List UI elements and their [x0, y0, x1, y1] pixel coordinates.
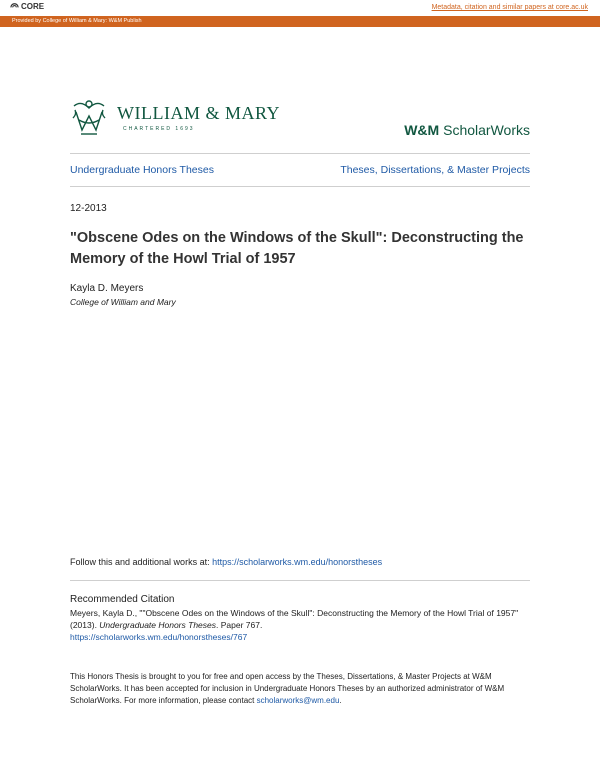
scholarworks-logo[interactable]: [404, 122, 530, 138]
citation-text-part1: Meyers, Kayla D., ""Obscene Odes on the Windows of the Skull": Deconstructing the Memory of the Howl Trial of 1957" (2013).: [70, 608, 519, 630]
follow-line: [70, 557, 382, 567]
core-metadata-link[interactable]: Metadata, citation and similar papers at core.ac.uk: [431, 4, 588, 11]
core-logo-text: CORE: [21, 2, 45, 11]
author-name: Kayla D. Meyers: [70, 283, 144, 294]
core-logo-icon: [10, 2, 19, 11]
citation-journal: Undergraduate Honors Theses: [99, 620, 217, 630]
scholarworks-bold: W&M: [404, 122, 440, 138]
citation-link[interactable]: https://scholarworks.wm.edu/honorstheses/767: [70, 632, 248, 642]
wm-crest-icon: [71, 98, 107, 136]
scholarworks-light: ScholarWorks: [443, 122, 530, 138]
access-statement-end: .: [339, 696, 342, 705]
citation-body: [70, 607, 540, 643]
divider-bottom: [70, 186, 530, 187]
breadcrumb-undergraduate-honors[interactable]: Undergraduate Honors Theses: [70, 164, 214, 176]
follow-prefix: Follow this and additional works at:: [70, 557, 213, 567]
publication-date: 12-2013: [70, 203, 107, 214]
core-header: [0, 0, 600, 16]
access-statement-text: This Honors Thesis is brought to you for free and open access by the Theses, Dissertations, & Master Projects at W&M ScholarWorks. It has been accepted for inclusion in Undergraduate Honors Theses by an authorized administrator of W&M ScholarWorks. For more information, please contact: [70, 672, 505, 705]
author-affiliation: College of William and Mary: [70, 297, 176, 307]
core-logo[interactable]: [10, 2, 44, 11]
citation-text-part2: . Paper 767.: [216, 620, 263, 630]
chartered-label: CHARTERED 1693: [123, 126, 195, 132]
divider-top: [70, 153, 530, 154]
follow-link[interactable]: https://scholarworks.wm.edu/honorstheses: [212, 557, 383, 567]
contact-email-link[interactable]: scholarworks@wm.edu: [256, 696, 340, 705]
breadcrumb-theses-dissertations[interactable]: Theses, Dissertations, & Master Projects: [340, 164, 530, 176]
paper-title: "Obscene Odes on the Windows of the Skull": Deconstructing the Memory of the Howl Trial of 1957: [70, 230, 524, 267]
divider-citation: [70, 580, 530, 581]
citation-heading: Recommended Citation: [70, 594, 175, 605]
access-statement: [70, 671, 540, 707]
university-name: WILLIAM & MARY: [117, 103, 280, 123]
provided-by-text[interactable]: Provided by College of William & Mary: W&M Publish: [12, 18, 142, 24]
wm-logo: [71, 98, 286, 138]
provided-by-bar: [0, 16, 600, 27]
